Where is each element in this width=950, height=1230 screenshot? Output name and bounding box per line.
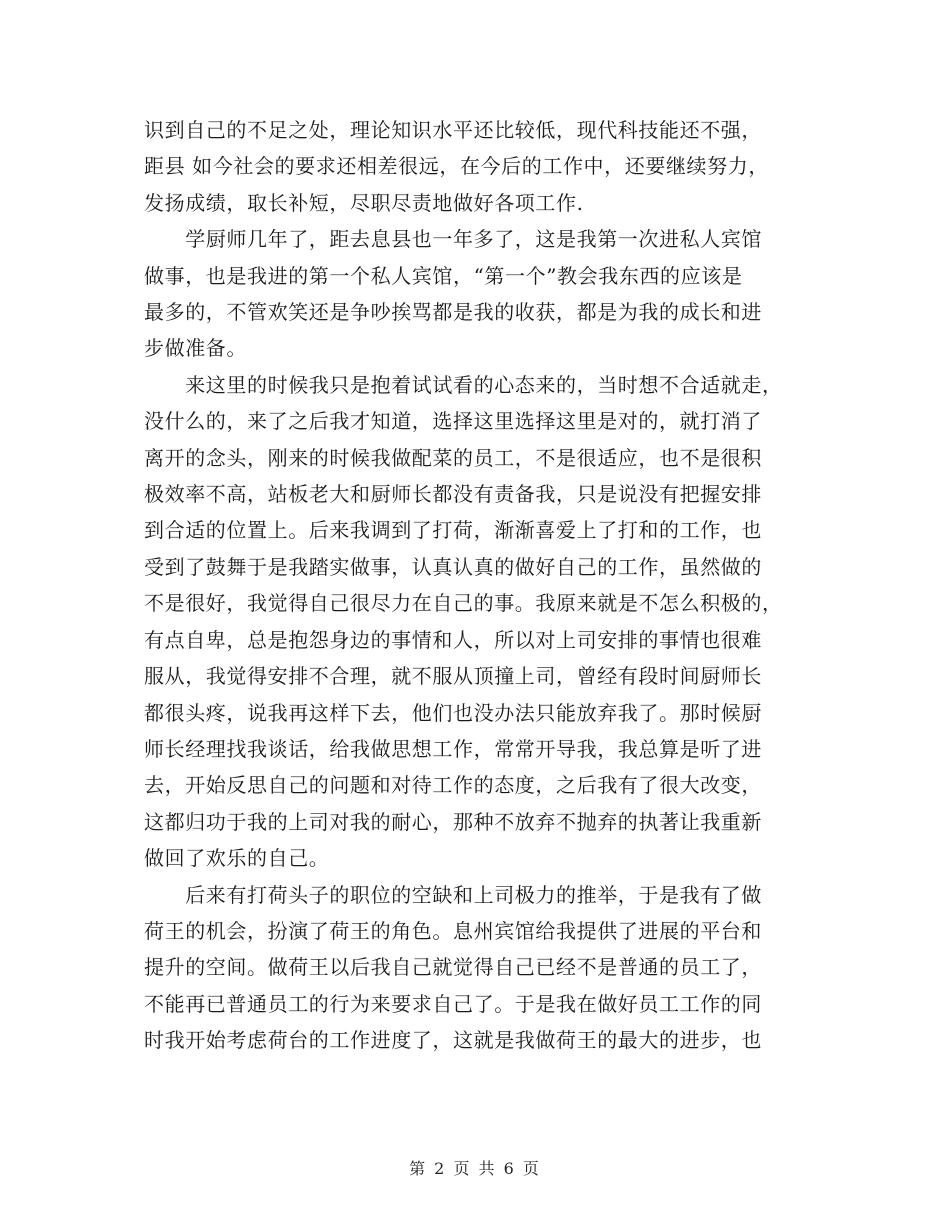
document-body	[144, 112, 784, 1059]
text-line: 去，开始反思自己的问题和对待工作的态度，之后我有了很大改变，	[144, 773, 762, 798]
text-line: 这都归功于我的上司对我的耐心，那种不放弃不抛弃的执著让我重新	[144, 809, 762, 834]
text-line: 学厨师几年了，距去息县也一年多了，这是我第一次进私人宾馆	[144, 227, 762, 252]
text-line: 步做准备。	[144, 336, 247, 361]
page-number-footer: 第 2 页 共 6 页	[409, 1159, 541, 1178]
text-line: 做回了欢乐的自己。	[144, 846, 330, 871]
text-line: 后来有打荷头子的职位的空缺和上司极力的推举，于是我有了做	[144, 882, 762, 907]
text-line: 最多的，不管欢笑还是争吵挨骂都是我的收获，都是为我的成长和进	[144, 300, 762, 325]
text-line: 不能再已普通员工的行为来要求自己了。于是我在做好员工工作的同	[144, 991, 762, 1016]
text-line: 师长经理找我谈话，给我做思想工作，常常开导我，我总算是听了进	[144, 736, 762, 761]
text-line: 都很头疼，说我再这样下去，他们也没办法只能放弃我了。那时候厨	[144, 700, 762, 725]
text-line: 识到自己的不足之处，理论知识水平还比较低，现代科技能还不强，	[144, 118, 762, 142]
text-line: 不是很好，我觉得自己很尽力在自己的事。我原来就是不怎么积极的，	[144, 591, 783, 616]
text-line: 提升的空间。做荷王以后我自己就觉得自己已经不是普通的员工了，	[144, 955, 762, 980]
paragraph	[144, 221, 784, 367]
text-line: 受到了鼓舞于是我踏实做事，认真认真的做好自己的工作，虽然做的	[144, 554, 762, 579]
paragraph	[144, 112, 784, 221]
text-line: 服从，我觉得安排不合理，就不服从顶撞上司，曾经有段时间厨师长	[144, 664, 762, 689]
text-line: 没什么的，来了之后我才知道，选择这里选择这里是对的，就打消了	[144, 409, 762, 434]
text-line: 到合适的位置上。后来我调到了打荷，渐渐喜爱上了打和的工作，也	[144, 518, 762, 543]
text-line: 荷王的机会，扮演了荷王的角色。息州宾馆给我提供了进展的平台和	[144, 918, 762, 943]
paragraph	[144, 877, 784, 1059]
text-line: 有点自卑，总是抱怨身边的事情和人，所以对上司安排的事情也很难	[144, 627, 762, 652]
text-line: 距县 如今社会的要求还相差很远，在今后的工作中，还要继续努力，	[144, 154, 769, 179]
text-line: 来这里的时候我只是抱着试试看的心态来的，当时想不合适就走，	[144, 372, 783, 397]
text-line: 时我开始考虑荷台的工作进度了，这就是我做荷王的最大的进步，也	[144, 1028, 762, 1053]
text-line: 极效率不高，站板老大和厨师长都没有责备我，只是说没有把握安排	[144, 482, 762, 507]
text-line: 发扬成绩，取长补短，尽职尽责地做好各项工作.	[144, 190, 584, 215]
text-line: 离开的念头，刚来的时候我做配菜的员工，不是很适应，也不是很积	[144, 445, 762, 470]
paragraph	[144, 367, 784, 877]
text-line: 做事，也是我进的第一个私人宾馆，“第一个”教会我东西的应该是	[144, 263, 743, 288]
